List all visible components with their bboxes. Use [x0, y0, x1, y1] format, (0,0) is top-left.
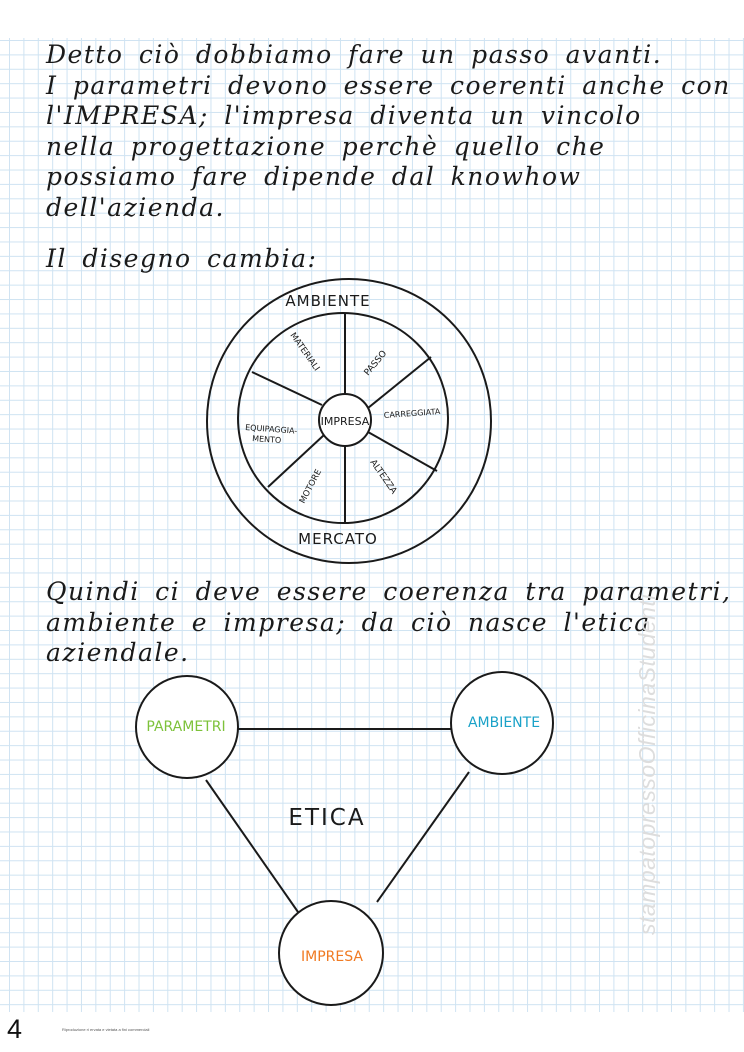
watermark: stampatopressoOfficinaStudenti	[634, 593, 660, 935]
wheel-impresa-label: IMPRESA	[320, 415, 370, 428]
sector-equipaggiamento-label-line1: EQUIPAGGIA-	[244, 423, 298, 436]
parametri-label: PARAMETRI	[146, 719, 226, 735]
edge-ambiente-impresa	[377, 772, 469, 902]
text-line: aziendale.	[46, 638, 190, 667]
sector-passo-label: PASSO	[362, 348, 390, 378]
ambiente-label: AMBIENTE	[467, 715, 541, 731]
text-line: ambiente e impresa; da ciò nasce l'etica	[46, 607, 651, 637]
text-line: l'IMPRESA; l'impresa diventa un vincolo	[46, 101, 642, 130]
etica-label: ETICA	[288, 805, 366, 831]
text-line: Detto ciò dobbiamo fare un passo avanti.	[46, 40, 663, 69]
text-line: Quindi ci deve essere coerenza tra parametri,	[46, 577, 732, 606]
text-line: possiamo fare dipende dal knowhow	[46, 162, 582, 191]
wheel-ambiente-label: AMBIENTE	[285, 292, 371, 310]
wheel-mercato-label: MERCATO	[298, 530, 378, 548]
edge-parametri-impresa	[206, 780, 298, 912]
sector-materiali-label: MATERIALI	[287, 330, 322, 374]
footer-note: Riproduzione ri ervata e vietata a fini commerciali	[62, 1027, 150, 1032]
page-number: 4	[7, 1014, 23, 1044]
impresa-label: IMPRESA	[301, 949, 363, 965]
text-line: dell'azienda.	[46, 192, 225, 222]
sector-motore-label: MOTORE	[297, 467, 325, 506]
text-line: nella progettazione perchè quello che	[46, 131, 606, 161]
text-line: I parametri devono essere coerenti anche con	[46, 70, 731, 100]
sector-equipaggiamento-label-line2: MENTO	[251, 434, 282, 446]
sector-altezza-label: ALTEZZA	[367, 457, 399, 497]
text-line: Il disegno cambia:	[46, 244, 318, 273]
sector-carreggiata-label: CARREGGIATA	[383, 407, 441, 420]
